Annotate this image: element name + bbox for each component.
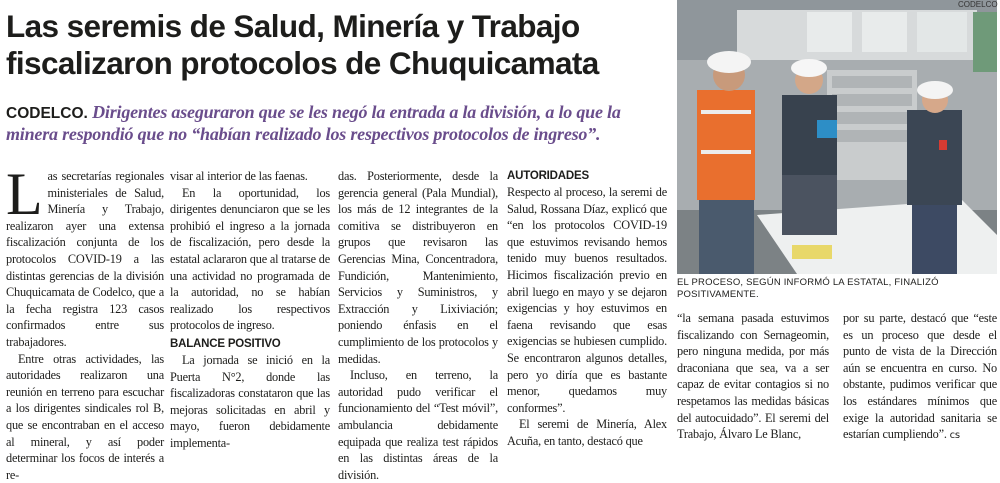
end-mark: cs: [949, 430, 960, 442]
paragraph: as secretarías regionales ministeriales de Salud, Minería y Trabajo, realizaron ayer una extensa fiscalización conjunta de los protocolos COVID-19 a las distintas gerencias de la división Chuquicamata de Codelco, que a la fecha registra 123 casos confirmados entre sus trabajadores.: [6, 169, 164, 349]
column-3: [338, 168, 498, 482]
photo-credit: CODELCO: [958, 0, 998, 9]
paragraph: El seremi de Minería, Alex Acuña, en tanto, destacó que: [507, 417, 667, 448]
subheading-autoridades: AUTORIDADES: [507, 170, 589, 182]
paragraph: En la oportunidad, los dirigentes denunciaron que se les prohibió el ingreso a la jornada de fiscalización, pero desde la estatal aclararon que al tratarse de una actividad no programada de la autoridad, no se habían realizado los respectivos protocolos de ingreso.: [170, 185, 330, 333]
photo-caption: EL PROCESO, SEGÚN INFORMÓ LA ESTATAL, FINALIZÓ POSITIVAMENTE.: [677, 277, 939, 300]
deck-lead: CODELCO.: [6, 105, 88, 122]
deck: [6, 102, 674, 145]
paragraph: [843, 310, 997, 445]
headline: Las seremis de Salud, Minería y Trabajo fiscalizaron protocolos de Chuquicamata: [6, 8, 599, 81]
paragraph-text: por su parte, destacó que “este es un proceso que desde el punto de vista de la Dirección aún se encuentra en curso. No obstante, pudimos verificar que los estándares mínimos que exige la autoridad sanitaria se estarían cumpliendo”.: [843, 311, 997, 442]
column-5: [677, 310, 829, 450]
paragraph: La jornada se inició en la Puerta N°2, donde las fiscalizadoras constataron que las mejoras solicitadas en abril y mayo, fueron debidamente implementa-: [170, 352, 330, 450]
paragraph: Respecto al proceso, la seremi de Salud, Rossana Díaz, explicó que “en los protocolos COVID-19 que estuvimos revisando hemos tenido muy buenos resultados. Hicimos fiscalización previo en abril luego en mayo y se dejaron exigencias y hoy estuvimos en faena revisando que esas exigencias se hubiesen cumplido. Se encontraron algunos detalles, pero yo diría que es bastante menor, quedamos muy conformes”.: [507, 185, 667, 415]
column-1: [6, 161, 164, 482]
paragraph: Entre otras actividades, las autoridades realizaron una reunión en terreno para escuchar a los dirigentes sindicales rol B, que se encontraban en el acceso al mineral, y así poder determinar los focos de interés a re-: [6, 351, 164, 482]
column-2: [170, 168, 330, 450]
paragraph: “la semana pasada estuvimos fiscalizando con Sernageomin, pero ninguna medida, por más draconiana que sea, va a ser capaz de evitar contagios si no respetamos las medidas básicas del autocuidado”. El seremi del Trabajo, Álvaro Le Blanc,: [677, 311, 829, 442]
paragraph: visar al interior de las faenas.: [170, 169, 308, 183]
drop-cap: L: [6, 161, 43, 227]
news-photo: [677, 0, 997, 274]
column-4: [507, 168, 667, 450]
subheading-balance: BALANCE POSITIVO: [170, 337, 281, 350]
paragraph: Incluso, en terreno, la autoridad pudo verificar el funcionamiento del “Test móvil”, ambulancia debidamente equipada que realiza test rápidos en las distintas áreas de la división.: [338, 368, 498, 482]
deck-text: Dirigentes aseguraron que se les negó la entrada a la división, a lo que la minera respondió que no “habían realizado los respectivos protocolos de ingreso”.: [6, 102, 621, 144]
column-6: [843, 310, 997, 450]
paragraph: das. Posteriormente, desde la gerencia general (Pala Mundial), los más de 12 integrantes de la comitiva se distribuyeron en grupos que revisaron las Gerencias Mina, Concentradora, Fundición, Mantenimiento, Servicios y Suministros, y Extracción y Lixiviación; poniendo énfasis en el cumplimiento de los protocolos y medidas.: [338, 169, 498, 366]
